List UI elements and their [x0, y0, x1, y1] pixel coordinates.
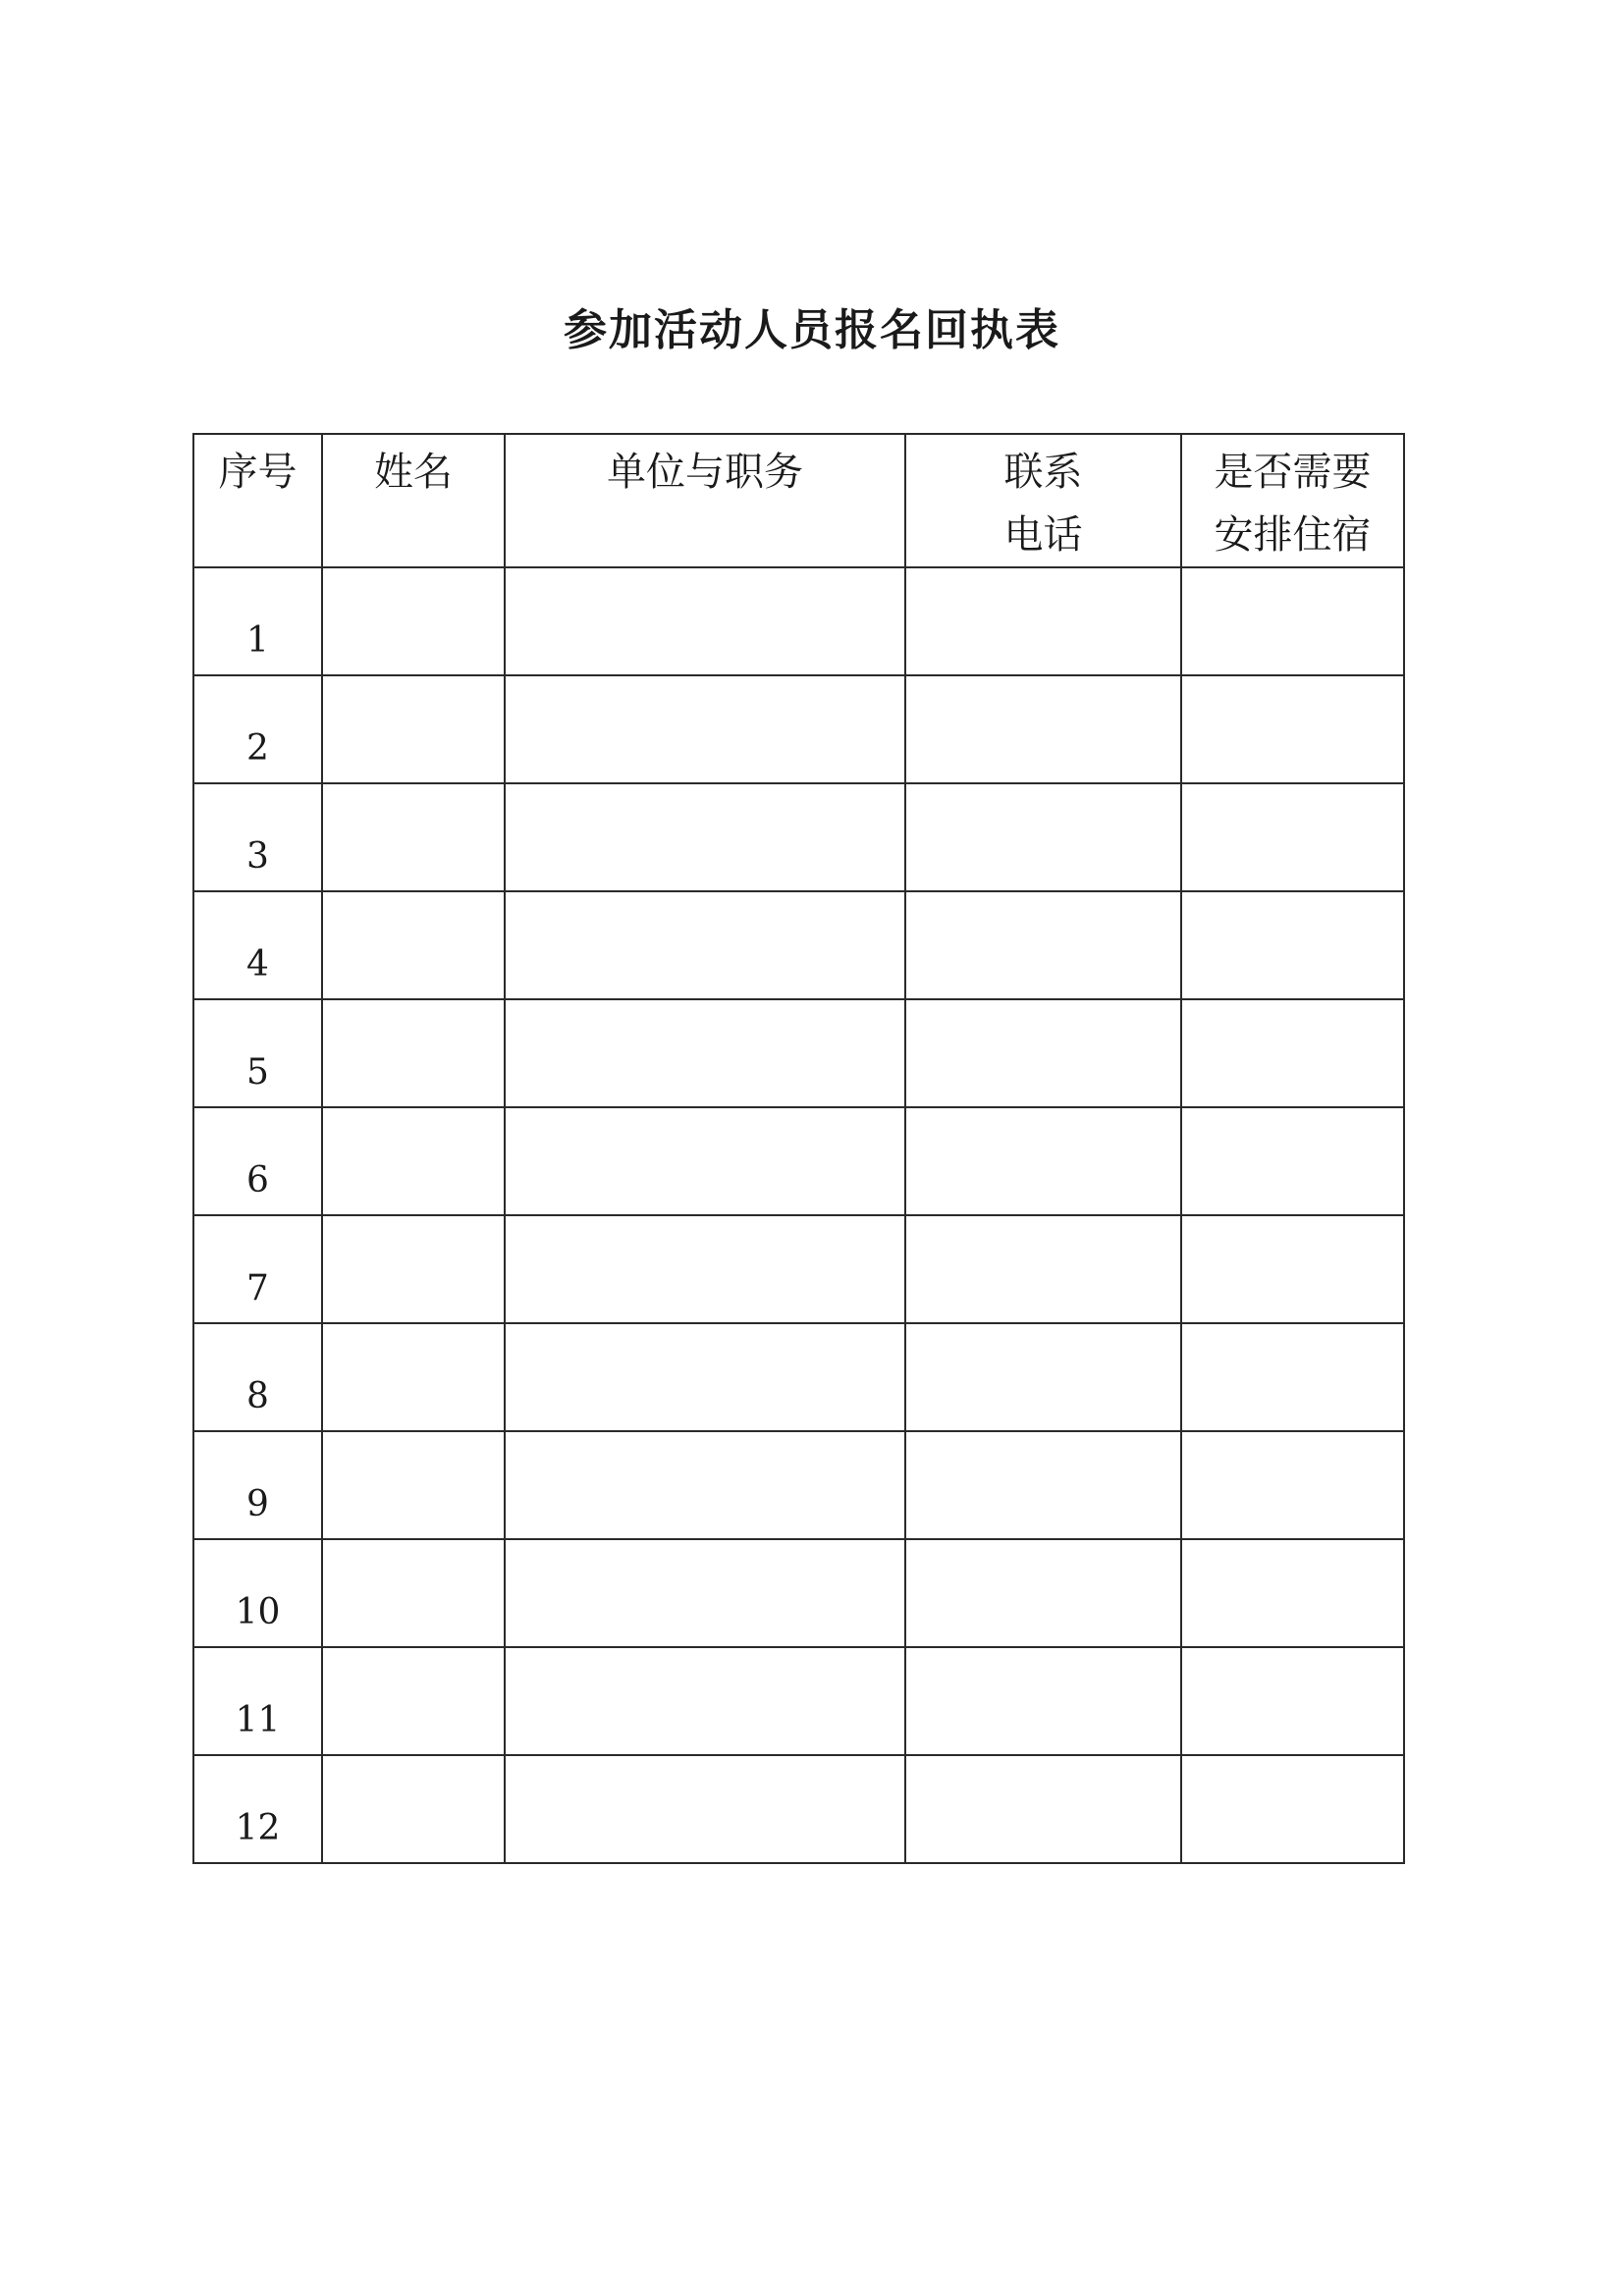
contact-phone-cell[interactable] — [905, 567, 1181, 675]
organization-position-cell[interactable] — [505, 1755, 905, 1863]
organization-position-cell[interactable] — [505, 675, 905, 783]
organization-position-cell[interactable] — [505, 1107, 905, 1215]
row-serial-number: 11 — [193, 1647, 322, 1755]
row-serial-number: 4 — [193, 891, 322, 999]
accommodation-cell[interactable] — [1181, 1647, 1404, 1755]
organization-position-cell[interactable] — [505, 1323, 905, 1431]
contact-phone-cell[interactable] — [905, 1215, 1181, 1323]
name-cell[interactable] — [322, 1539, 505, 1647]
header-accommodation — [1181, 434, 1404, 567]
name-cell[interactable] — [322, 675, 505, 783]
accommodation-cell[interactable] — [1181, 999, 1404, 1107]
contact-phone-cell[interactable] — [905, 1431, 1181, 1539]
organization-position-cell[interactable] — [505, 783, 905, 891]
header-contact-phone-label-line1: 联系 — [1003, 450, 1083, 495]
accommodation-cell[interactable] — [1181, 1755, 1404, 1863]
row-serial-number: 7 — [193, 1215, 322, 1323]
name-cell[interactable] — [322, 1647, 505, 1755]
registration-table — [192, 433, 1405, 1864]
name-cell[interactable] — [322, 1323, 505, 1431]
organization-position-cell[interactable] — [505, 999, 905, 1107]
accommodation-cell[interactable] — [1181, 675, 1404, 783]
header-organization-position — [505, 434, 905, 567]
contact-phone-cell[interactable] — [905, 1647, 1181, 1755]
table-row — [193, 1107, 1404, 1215]
row-serial-number: 5 — [193, 999, 322, 1107]
organization-position-cell[interactable] — [505, 891, 905, 999]
name-cell[interactable] — [322, 1107, 505, 1215]
organization-position-cell[interactable] — [505, 1215, 905, 1323]
accommodation-cell[interactable] — [1181, 567, 1404, 675]
accommodation-cell[interactable] — [1181, 783, 1404, 891]
name-cell[interactable] — [322, 999, 505, 1107]
table-row — [193, 1323, 1404, 1431]
row-serial-number: 3 — [193, 783, 322, 891]
organization-position-cell[interactable] — [505, 1647, 905, 1755]
name-cell[interactable] — [322, 783, 505, 891]
table-row — [193, 783, 1404, 891]
accommodation-cell[interactable] — [1181, 1539, 1404, 1647]
header-contact-phone — [905, 434, 1181, 567]
row-serial-number: 9 — [193, 1431, 322, 1539]
row-serial-number: 1 — [193, 567, 322, 675]
table-row — [193, 1431, 1404, 1539]
accommodation-cell[interactable] — [1181, 891, 1404, 999]
header-organization-position-label: 单位与职务 — [607, 450, 803, 495]
header-contact-phone-label-line2: 电话 — [1003, 512, 1083, 558]
contact-phone-cell[interactable] — [905, 1107, 1181, 1215]
contact-phone-cell[interactable] — [905, 999, 1181, 1107]
contact-phone-cell[interactable] — [905, 891, 1181, 999]
name-cell[interactable] — [322, 1755, 505, 1863]
table-row — [193, 1647, 1404, 1755]
header-accommodation-label-line2: 安排住宿 — [1214, 512, 1372, 558]
header-serial-number-label: 序号 — [218, 450, 298, 495]
row-serial-number: 8 — [193, 1323, 322, 1431]
row-serial-number: 12 — [193, 1755, 322, 1863]
table-header-row — [193, 434, 1404, 567]
organization-position-cell[interactable] — [505, 1539, 905, 1647]
table-row — [193, 1755, 1404, 1863]
contact-phone-cell[interactable] — [905, 1323, 1181, 1431]
table-row — [193, 567, 1404, 675]
contact-phone-cell[interactable] — [905, 1539, 1181, 1647]
accommodation-cell[interactable] — [1181, 1431, 1404, 1539]
accommodation-cell[interactable] — [1181, 1323, 1404, 1431]
page-title: 参加活动人员报名回执表 — [564, 305, 1060, 355]
name-cell[interactable] — [322, 567, 505, 675]
contact-phone-cell[interactable] — [905, 1755, 1181, 1863]
contact-phone-cell[interactable] — [905, 783, 1181, 891]
table-row — [193, 675, 1404, 783]
accommodation-cell[interactable] — [1181, 1215, 1404, 1323]
row-serial-number: 10 — [193, 1539, 322, 1647]
organization-position-cell[interactable] — [505, 567, 905, 675]
table-row — [193, 999, 1404, 1107]
header-serial-number — [193, 434, 322, 567]
header-name — [322, 434, 505, 567]
table-row — [193, 891, 1404, 999]
name-cell[interactable] — [322, 1215, 505, 1323]
name-cell[interactable] — [322, 1431, 505, 1539]
accommodation-cell[interactable] — [1181, 1107, 1404, 1215]
row-serial-number: 6 — [193, 1107, 322, 1215]
name-cell[interactable] — [322, 891, 505, 999]
row-serial-number: 2 — [193, 675, 322, 783]
table-row — [193, 1215, 1404, 1323]
header-accommodation-label-line1: 是否需要 — [1214, 450, 1372, 495]
contact-phone-cell[interactable] — [905, 675, 1181, 783]
organization-position-cell[interactable] — [505, 1431, 905, 1539]
table-row — [193, 1539, 1404, 1647]
header-name-label: 姓名 — [374, 450, 453, 495]
